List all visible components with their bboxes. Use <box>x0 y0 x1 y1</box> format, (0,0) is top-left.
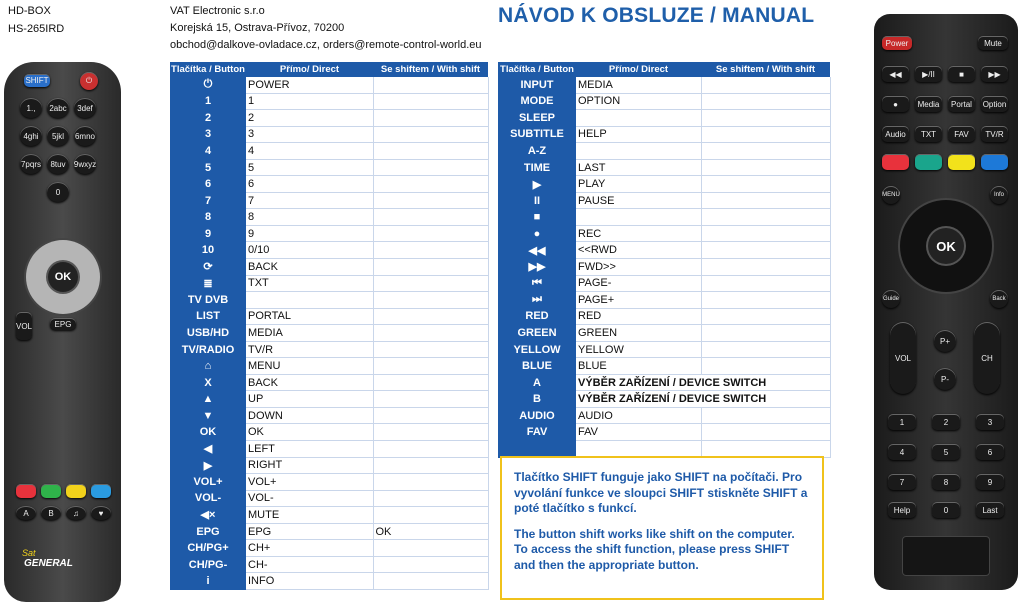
function-button: ■ <box>948 66 975 82</box>
direct-function-cell: 5 <box>246 159 373 176</box>
direct-function-cell: YELLOW <box>576 341 701 358</box>
button-name-cell: AUDIO <box>498 407 576 424</box>
shift-function-cell <box>373 225 488 242</box>
function-button: Audio <box>882 126 909 142</box>
button-name-cell: A <box>498 374 576 391</box>
digit-button: 2 <box>932 414 960 430</box>
shift-function-cell <box>373 176 488 193</box>
shift-note-box <box>500 456 824 600</box>
function-button: TV/R <box>981 126 1008 142</box>
digit-button: 0 <box>47 182 69 202</box>
function-button: Option <box>981 96 1008 112</box>
table-row <box>498 275 830 292</box>
shift-function-cell <box>701 292 830 309</box>
table-row <box>170 507 488 524</box>
digit-button: 7pqrs <box>20 154 42 174</box>
table-row <box>170 391 488 408</box>
direct-function-cell <box>576 143 701 160</box>
shift-function-cell <box>373 192 488 209</box>
shift-function-cell <box>701 358 830 375</box>
button-name-cell: 10 <box>170 242 246 259</box>
digit-button: 4 <box>888 444 916 460</box>
direct-function-cell <box>246 292 373 309</box>
shift-function-cell <box>701 275 830 292</box>
button-name-cell: ▲ <box>170 391 246 408</box>
table-row <box>170 341 488 358</box>
shift-function-cell <box>701 126 830 143</box>
button-name-cell: i <box>170 573 246 590</box>
shift-function-cell <box>373 159 488 176</box>
button-name-cell: ● <box>498 225 576 242</box>
button-name-cell: OK <box>170 424 246 441</box>
button-name-cell: ▼ <box>170 407 246 424</box>
mute-button: Mute <box>978 36 1008 50</box>
direct-function-cell: MEDIA <box>246 325 373 342</box>
table-row <box>170 292 488 309</box>
direct-function-cell: 8 <box>246 209 373 226</box>
table-row <box>170 259 488 276</box>
button-name-cell: 7 <box>170 192 246 209</box>
page-plus-button: P+ <box>934 330 956 352</box>
button-name-cell: 3 <box>170 126 246 143</box>
shift-function-cell <box>701 308 830 325</box>
shift-function-cell <box>701 159 830 176</box>
table-row <box>498 391 830 408</box>
button-name-cell <box>498 441 576 458</box>
direct-function-cell: 2 <box>246 110 373 127</box>
table-row <box>170 424 488 441</box>
direct-function-cell: FWD>> <box>576 259 701 276</box>
function-button: ▶/II <box>915 66 942 82</box>
button-name-cell: ⏮ <box>498 275 576 292</box>
shift-function-cell <box>373 242 488 259</box>
button-map-table-right <box>498 62 831 458</box>
direct-function-cell: PLAY <box>576 176 701 193</box>
table-row <box>170 93 488 110</box>
direct-function-cell: VOL- <box>246 490 373 507</box>
direct-function-cell: AUDIO <box>576 407 701 424</box>
table-row <box>170 275 488 292</box>
direct-function-cell: CH- <box>246 556 373 573</box>
direct-function-cell <box>576 209 701 226</box>
vol-plus-button: VOL <box>16 312 32 340</box>
company-address: Korejská 15, Ostrava-Přívoz, 70200 <box>170 22 345 34</box>
shift-function-cell <box>373 441 488 458</box>
device-switch-cell: VÝBĚR ZAŘÍZENÍ / DEVICE SWITCH <box>576 374 830 391</box>
shift-function-cell <box>373 341 488 358</box>
button-name-cell: ⏻ <box>170 77 246 93</box>
direct-function-cell: REC <box>576 225 701 242</box>
letter-button: ♫ <box>66 506 86 520</box>
function-button: FAV <box>948 126 975 142</box>
shift-function-cell <box>701 259 830 276</box>
shift-function-cell <box>373 126 488 143</box>
button-name-cell: ◀ <box>170 441 246 458</box>
direct-function-cell: 9 <box>246 225 373 242</box>
table-row <box>170 176 488 193</box>
direct-function-cell: GREEN <box>576 325 701 342</box>
direct-function-cell: PAGE- <box>576 275 701 292</box>
shift-note-english: The button shift works like shift on the computer. To access the shift function, please press SHIFT and then the appropriate button. <box>514 526 795 572</box>
button-name-cell: B <box>498 391 576 408</box>
direct-function-cell: MENU <box>246 358 373 375</box>
shift-function-cell <box>373 490 488 507</box>
shift-function-cell <box>701 424 830 441</box>
button-name-cell: 4 <box>170 143 246 160</box>
button-name-cell: ⌂ <box>170 358 246 375</box>
shift-function-cell <box>373 474 488 491</box>
page-title: NÁVOD K OBSLUZE / MANUAL <box>498 4 815 27</box>
shift-button: SHIFT <box>25 76 49 85</box>
epg-button: EPG <box>50 318 76 330</box>
table-row <box>498 259 830 276</box>
table-row <box>170 358 488 375</box>
shift-function-cell: OK <box>373 523 488 540</box>
direct-function-cell: VOL+ <box>246 474 373 491</box>
button-name-cell: 8 <box>170 209 246 226</box>
button-name-cell: SLEEP <box>498 110 576 127</box>
table-row <box>170 242 488 259</box>
col-header-shift: Se shiftem / With shift <box>701 62 830 77</box>
digit-button: 1., <box>20 98 42 118</box>
digit-button: 5 <box>932 444 960 460</box>
shift-function-cell <box>373 209 488 226</box>
table-row <box>170 457 488 474</box>
button-name-cell: EPG <box>170 523 246 540</box>
power-button: Power <box>882 36 912 50</box>
button-name-cell: CH/PG- <box>170 556 246 573</box>
shift-function-cell <box>373 325 488 342</box>
direct-function-cell: PORTAL <box>246 308 373 325</box>
shift-function-cell <box>701 325 830 342</box>
button-name-cell: VOL- <box>170 490 246 507</box>
letter-button: B <box>41 506 61 520</box>
brand-logo: GENERAL <box>24 558 73 569</box>
table-row <box>170 556 488 573</box>
table-row <box>170 308 488 325</box>
button-name-cell: ▶ <box>498 176 576 193</box>
shift-function-cell <box>701 77 830 93</box>
letter-button: A <box>16 506 36 520</box>
table-row <box>170 523 488 540</box>
button-name-cell: TV DVB <box>170 292 246 309</box>
shift-function-cell <box>701 110 830 127</box>
table-row <box>170 540 488 557</box>
table-row <box>170 573 488 590</box>
model-line-1: HD-BOX <box>8 5 51 17</box>
shift-function-cell <box>373 143 488 160</box>
direct-function-cell: DOWN <box>246 407 373 424</box>
direct-function-cell: MEDIA <box>576 77 701 93</box>
table-row <box>170 474 488 491</box>
direct-function-cell: HELP <box>576 126 701 143</box>
direct-function-cell: EPG <box>246 523 373 540</box>
help-button: Help <box>888 502 916 518</box>
color-button <box>981 154 1008 170</box>
letter-button: ♥ <box>91 506 111 520</box>
replacement-remote-image <box>874 14 1018 590</box>
shift-function-cell <box>373 556 488 573</box>
shift-function-cell <box>701 209 830 226</box>
table-row <box>498 110 830 127</box>
shift-function-cell <box>373 110 488 127</box>
table-row <box>170 441 488 458</box>
button-name-cell: 9 <box>170 225 246 242</box>
color-button <box>948 154 975 170</box>
direct-function-cell: <<RWD <box>576 242 701 259</box>
button-map-table-left <box>170 62 489 590</box>
button-name-cell: ▶▶ <box>498 259 576 276</box>
button-name-cell: II <box>498 192 576 209</box>
direct-function-cell: OPTION <box>576 93 701 110</box>
function-button: TXT <box>915 126 942 142</box>
ok-button: OK <box>48 262 78 292</box>
button-name-cell: ◀◀ <box>498 242 576 259</box>
table-row <box>498 77 830 93</box>
button-name-cell: FAV <box>498 424 576 441</box>
shift-note-czech: Tlačítko SHIFT funguje jako SHIFT na počítači. Pro vyvolání funkce ve sloupci SHIFT stiskněte SHIFT a poté tlačítko s funkcí. <box>514 470 808 515</box>
button-name-cell: ≣ <box>170 275 246 292</box>
digit-button: 3 <box>976 414 1004 430</box>
digit-button: 6mno <box>74 126 96 146</box>
shift-function-cell <box>373 507 488 524</box>
table-row <box>170 490 488 507</box>
direct-function-cell: BLUE <box>576 358 701 375</box>
direct-function-cell: PAGE+ <box>576 292 701 309</box>
digit-button: 6 <box>976 444 1004 460</box>
color-button <box>41 484 61 498</box>
table-row <box>170 77 488 93</box>
direct-function-cell: INFO <box>246 573 373 590</box>
table-row <box>498 341 830 358</box>
back-button: Back <box>990 290 1008 308</box>
table-row <box>498 242 830 259</box>
digit-button: 4ghi <box>20 126 42 146</box>
table-row <box>498 225 830 242</box>
button-name-cell: SUBTITLE <box>498 126 576 143</box>
direct-function-cell: TXT <box>246 275 373 292</box>
last-button: Last <box>976 502 1004 518</box>
table-row <box>170 110 488 127</box>
direct-function-cell: PAUSE <box>576 192 701 209</box>
table-row <box>170 374 488 391</box>
button-name-cell: ⟳ <box>170 259 246 276</box>
direct-function-cell: TV/R <box>246 341 373 358</box>
table-row <box>170 159 488 176</box>
button-name-cell: 1 <box>170 93 246 110</box>
shift-function-cell <box>701 192 830 209</box>
shift-function-cell <box>373 540 488 557</box>
ch-rocker: CH <box>974 322 1000 394</box>
direct-function-cell: MUTE <box>246 507 373 524</box>
shift-function-cell <box>373 457 488 474</box>
device-switch-cell: VÝBĚR ZAŘÍZENÍ / DEVICE SWITCH <box>576 391 830 408</box>
direct-function-cell: 7 <box>246 192 373 209</box>
direct-function-cell: FAV <box>576 424 701 441</box>
direct-function-cell: 3 <box>246 126 373 143</box>
table-row <box>498 407 830 424</box>
direct-function-cell: BACK <box>246 259 373 276</box>
shift-function-cell <box>373 259 488 276</box>
function-button: ● <box>882 96 909 112</box>
table-row <box>498 192 830 209</box>
shift-function-cell <box>373 308 488 325</box>
table-row <box>170 209 488 226</box>
menu-button: MENU <box>882 186 900 204</box>
vol-rocker: VOL <box>890 322 916 394</box>
digit-button: 7 <box>888 474 916 490</box>
direct-function-cell: 1 <box>246 93 373 110</box>
digit-button: 8tuv <box>47 154 69 174</box>
zero-button: 0 <box>932 502 960 518</box>
direct-function-cell: BACK <box>246 374 373 391</box>
info-button: Info <box>990 186 1008 204</box>
shift-function-cell <box>373 292 488 309</box>
button-name-cell: USB/HD <box>170 325 246 342</box>
button-name-cell: INPUT <box>498 77 576 93</box>
color-button <box>882 154 909 170</box>
shift-function-cell <box>373 391 488 408</box>
table-row <box>498 292 830 309</box>
table-row <box>170 126 488 143</box>
digit-button: 9 <box>976 474 1004 490</box>
digit-button: 8 <box>932 474 960 490</box>
col-header-button: Tlačítka / Button <box>498 62 576 77</box>
button-name-cell: X <box>170 374 246 391</box>
digit-button: 2abc <box>47 98 69 118</box>
col-header-direct: Přímo/ Direct <box>576 62 701 77</box>
ok-button: OK <box>928 228 964 264</box>
button-name-cell: A-Z <box>498 143 576 160</box>
direct-function-cell: RIGHT <box>246 457 373 474</box>
digit-button: 1 <box>888 414 916 430</box>
shift-function-cell <box>701 242 830 259</box>
button-name-cell: CH/PG+ <box>170 540 246 557</box>
col-header-direct: Přímo/ Direct <box>246 62 373 77</box>
shift-function-cell <box>701 441 830 458</box>
direct-function-cell: UP <box>246 391 373 408</box>
button-name-cell: TIME <box>498 159 576 176</box>
table-row <box>498 325 830 342</box>
color-button <box>91 484 111 498</box>
shift-function-cell <box>373 275 488 292</box>
direct-function-cell: POWER <box>246 77 373 93</box>
shift-function-cell <box>373 77 488 93</box>
function-button: ▶▶ <box>981 66 1008 82</box>
function-button: Media <box>915 96 942 112</box>
table-row <box>498 209 830 226</box>
shift-function-cell <box>701 341 830 358</box>
table-row <box>170 325 488 342</box>
button-name-cell: LIST <box>170 308 246 325</box>
table-row <box>498 143 830 160</box>
shift-function-cell <box>373 407 488 424</box>
color-button <box>66 484 86 498</box>
button-name-cell: 6 <box>170 176 246 193</box>
digit-button: 9wxyz <box>74 154 96 174</box>
original-remote-image <box>4 62 121 602</box>
button-name-cell: RED <box>498 308 576 325</box>
direct-function-cell: CH+ <box>246 540 373 557</box>
company-emails: obchod@dalkove-ovladace.cz, orders@remote-control-world.eu <box>170 39 482 51</box>
function-button: ◀◀ <box>882 66 909 82</box>
shift-function-cell <box>701 143 830 160</box>
shift-function-cell <box>701 93 830 110</box>
button-name-cell: BLUE <box>498 358 576 375</box>
direct-function-cell: LEFT <box>246 441 373 458</box>
table-row <box>498 176 830 193</box>
table-row <box>498 308 830 325</box>
power-icon: ⏻ <box>80 72 98 90</box>
shift-function-cell <box>373 93 488 110</box>
brand-script: Sat <box>22 548 36 558</box>
shift-function-cell <box>701 176 830 193</box>
digit-button: 3def <box>74 98 96 118</box>
guide-button: Guide <box>882 290 900 308</box>
color-button <box>915 154 942 170</box>
direct-function-cell: RED <box>576 308 701 325</box>
page-minus-button: P- <box>934 368 956 390</box>
shift-function-cell <box>373 573 488 590</box>
direct-function-cell: 6 <box>246 176 373 193</box>
ir-window <box>902 536 990 576</box>
col-header-button: Tlačítka / Button <box>171 64 245 75</box>
model-line-2: HS-265IRD <box>8 23 65 35</box>
shift-function-cell <box>373 374 488 391</box>
function-button: Portal <box>948 96 975 112</box>
button-name-cell: MODE <box>498 93 576 110</box>
button-name-cell: ⏭ <box>498 292 576 309</box>
button-name-cell: YELLOW <box>498 341 576 358</box>
shift-function-cell <box>373 358 488 375</box>
company-name: VAT Electronic s.r.o <box>170 5 265 17</box>
table-row <box>170 407 488 424</box>
table-row <box>170 143 488 160</box>
button-name-cell: ◀× <box>170 507 246 524</box>
direct-function-cell <box>576 110 701 127</box>
table-row <box>170 225 488 242</box>
shift-function-cell <box>701 407 830 424</box>
direct-function-cell: OK <box>246 424 373 441</box>
button-name-cell: VOL+ <box>170 474 246 491</box>
color-button <box>16 484 36 498</box>
direct-function-cell: 0/10 <box>246 242 373 259</box>
button-name-cell: ■ <box>498 209 576 226</box>
direct-function-cell: 4 <box>246 143 373 160</box>
button-name-cell: 2 <box>170 110 246 127</box>
direct-function-cell: LAST <box>576 159 701 176</box>
direct-function-cell <box>576 441 701 458</box>
table-row <box>498 93 830 110</box>
button-name-cell: ▶ <box>170 457 246 474</box>
table-row <box>498 159 830 176</box>
table-row <box>170 192 488 209</box>
table-row <box>498 374 830 391</box>
shift-function-cell <box>701 225 830 242</box>
table-row <box>498 441 830 458</box>
shift-function-cell <box>373 424 488 441</box>
col-header-shift: Se shiftem / With shift <box>373 62 488 77</box>
table-row <box>498 126 830 143</box>
button-name-cell: GREEN <box>498 325 576 342</box>
button-name-cell: TV/RADIO <box>170 341 246 358</box>
button-name-cell: 5 <box>170 159 246 176</box>
table-row <box>498 358 830 375</box>
digit-button: 5jkl <box>47 126 69 146</box>
table-row <box>498 424 830 441</box>
